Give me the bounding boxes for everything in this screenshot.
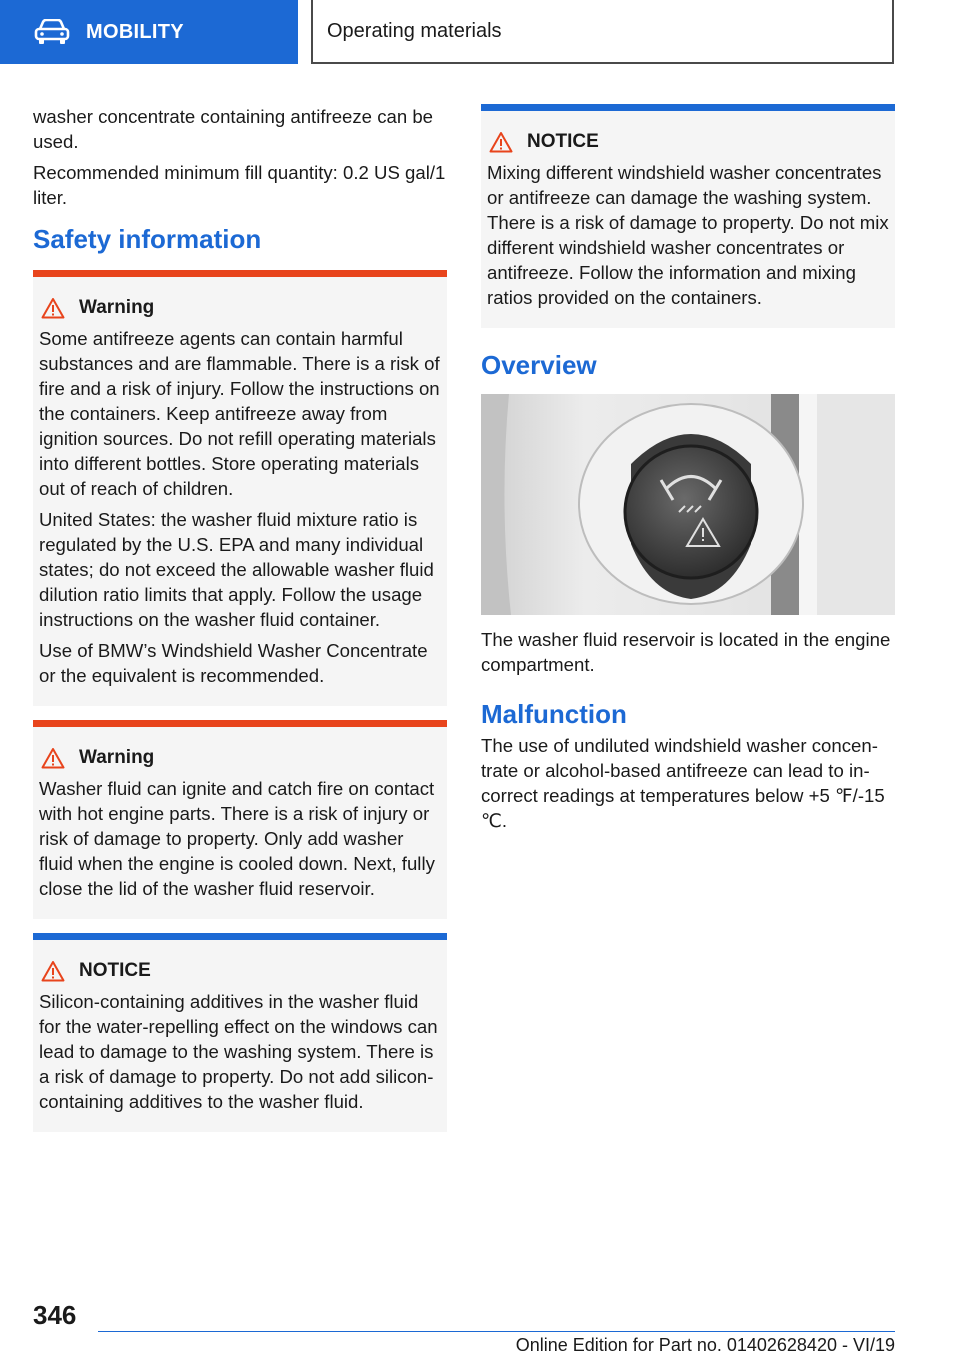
overview-paragraph: The washer fluid reservoir is located in the engine compartment.: [481, 629, 891, 675]
notice-box-2: [481, 104, 895, 328]
warning-box-2: [33, 720, 447, 919]
malfunction-paragraph: The use of undiluted windshield washer concentrate or alcohol-based antifreeze can lead to incorrect readings at temperatures below +5 ℉/-15 ℃.: [481, 735, 885, 831]
overview-heading: Overview: [481, 350, 597, 380]
right-column: [481, 104, 895, 839]
notice-paragraph: Silicon-containing additives in the washer fluid for the water-repelling effect on the windows can lead to damage to the washing system. There is a risk of damage to property. Do not add silicon-containing additives to the washer fluid.: [39, 991, 438, 1112]
notice-box-1: [33, 933, 447, 1132]
page-number: 346: [33, 1300, 77, 1330]
warning-triangle-icon: [41, 297, 65, 319]
warning-paragraph: United States: the washer fluid mixture ratio is regulated by the U.S. EPA and many individual states; do not exceed the allowable washer fluid dilution ratio limits that apply. Follow the usage instructions on the washer fluid container.: [39, 509, 434, 630]
chapter-title: Operating materials: [311, 0, 894, 64]
washer-reservoir-cap-image: [481, 394, 895, 615]
left-column: [33, 104, 447, 1132]
edition-note: Online Edition for Part no. 01402628420 - VI/19: [515, 1335, 895, 1355]
warning-triangle-icon: [489, 131, 513, 153]
warning-paragraph: Washer fluid can ignite and catch fire on contact with hot engine parts. There is a risk of injury or risk of damage to property. Only add washer fluid when the engine is cooled down. Next, fully close the lid of the washer fluid reservoir.: [39, 778, 435, 899]
section-tab: [0, 0, 298, 64]
notice-title: NOTICE: [79, 960, 151, 981]
warning-title: Warning: [79, 297, 155, 318]
warning-triangle-icon: [41, 747, 65, 769]
section-label: MOBILITY: [86, 20, 184, 43]
warning-paragraph: Some antifreeze agents can contain harmful substances and are flammable. There is a risk of fire and a risk of injury. Follow the instructions on the containers. Keep antifreeze away from ignition sources. Do not refill operating materials into different bottles. Store operating materials out of reach of children.: [39, 328, 440, 499]
car-icon: [34, 19, 70, 45]
malfunction-heading: Malfunction: [481, 699, 627, 729]
safety-heading: Safety information: [33, 224, 262, 254]
fill-quantity-paragraph: Recommended minimum fill quantity: 0.2 US gal/1 liter.: [33, 162, 446, 208]
warning-paragraph: Use of BMW’s Windshield Washer Concentrate or the equivalent is recommended.: [39, 640, 428, 686]
warning-title: Warning: [79, 747, 155, 768]
warning-box-1: [33, 270, 447, 706]
intro-paragraph: washer concentrate containing antifreeze can be used.: [33, 106, 434, 152]
warning-triangle-icon: [41, 960, 65, 982]
notice-paragraph: Mixing different windshield washer concentrates or antifreeze can damage the washing system. There is a risk of damage to property. Do not mix different windshield washer concentrates or antifreeze. Follow the information and mixing ratios provided on the containers.: [487, 162, 889, 308]
notice-title: NOTICE: [527, 131, 599, 152]
